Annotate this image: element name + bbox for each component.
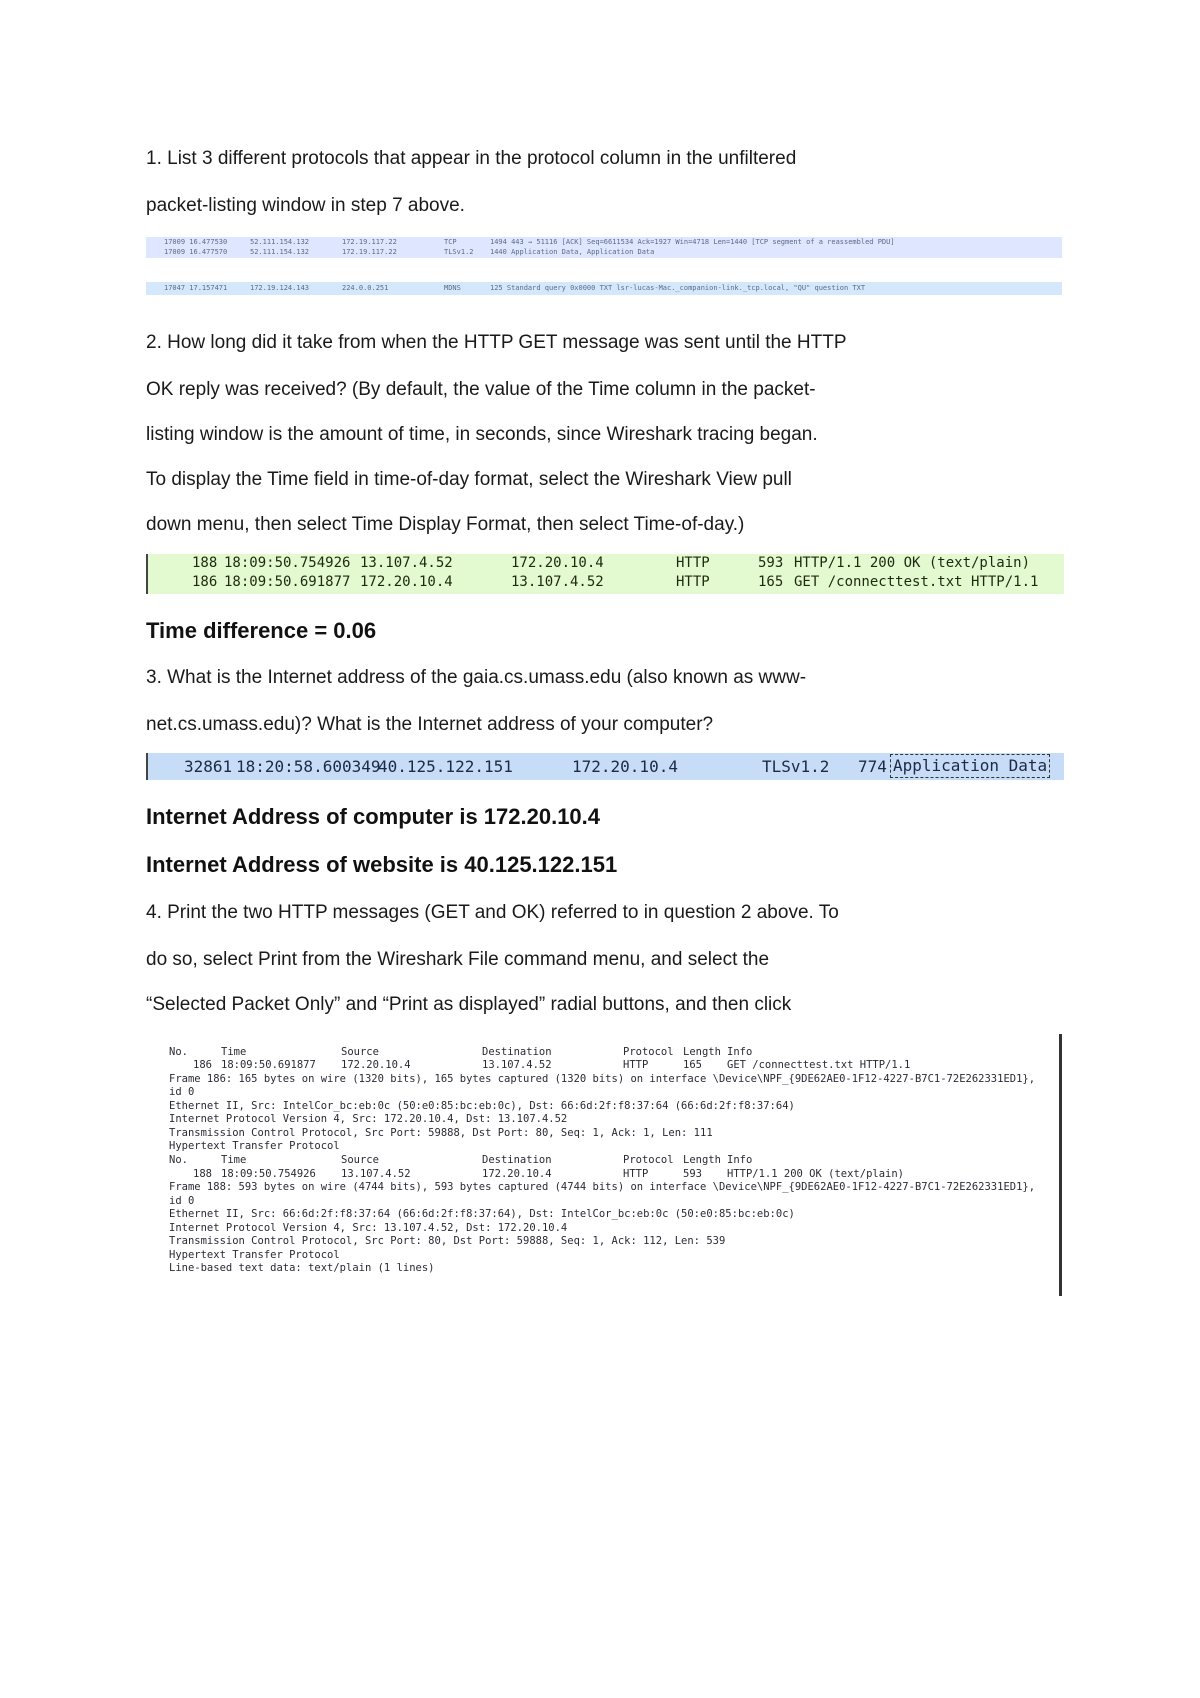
print-detail-line: id 0 (169, 1086, 195, 1098)
divider (1059, 1034, 1062, 1296)
http-packets-screenshot (146, 554, 1064, 594)
print-detail-line: Line-based text data: text/plain (1 lines) (169, 1262, 435, 1274)
print-detail-line: Hypertext Transfer Protocol (169, 1140, 340, 1152)
website-address-answer: Internet Address of website is 40.125.122.151 (146, 852, 618, 877)
question-3-line-2: net.cs.umass.edu)? What is the Internet address of your computer? (146, 714, 714, 735)
print-detail-line: Transmission Control Protocol, Src Port: 80, Dst Port: 59888, Seq: 1, Ack: 112, Len: 539 (169, 1235, 726, 1247)
packet-row: 17009 16.477530 52.111.154.132 172.19.117.22 TCP 1494 443 → 51116 [ACK] Seq=6611534 Ack=1927 Win=4718 Len=1440 [TCP segment of a reassembled PDU] (164, 238, 895, 246)
question-3-line-1: 3. What is the Internet address of the gaia.cs.umass.edu (also known as www- (146, 667, 807, 688)
question-4-line-1: 4. Print the two HTTP messages (GET and OK) referred to in question 2 above. To (146, 902, 839, 923)
packet-row: 188 18:09:50.754926 13.107.4.52 172.20.10.4 HTTP 593 HTTP/1.1 200 OK (text/plain) (192, 555, 1031, 571)
print-detail-line: Internet Protocol Version 4, Src: 13.107.4.52, Dst: 172.20.10.4 (169, 1222, 568, 1234)
packet-row: 17009 16.477570 52.111.154.132 172.19.117.22 TLSv1.2 1440 Application Data, Application Data (164, 248, 655, 256)
question-2-line-2: OK reply was received? (By default, the value of the Time column in the packet- (146, 379, 816, 400)
question-2-line-1: 2. How long did it take from when the HTTP GET message was sent until the HTTP (146, 332, 847, 353)
question-4-line-2: do so, select Print from the Wireshark File command menu, and select the (146, 949, 770, 970)
packet-row: 186 18:09:50.691877 172.20.10.4 13.107.4.52 HTTP 165 GET /connecttest.txt HTTP/1.1 (192, 574, 1039, 590)
print-detail-line: Ethernet II, Src: IntelCor_bc:eb:0c (50:e0:85:bc:eb:0c), Dst: 66:6d:2f:f8:37:64 (66:6d:2f:f8:37:64) (169, 1100, 795, 1112)
question-2-line-4: To display the Time field in time-of-day format, select the Wireshark View pull (146, 469, 792, 490)
question-1-line-2: packet-listing window in step 7 above. (146, 195, 465, 216)
question-2-line-5: down menu, then select Time Display Format, then select Time-of-day.) (146, 514, 745, 535)
question-2-line-3: listing window is the amount of time, in seconds, since Wireshark tracing began. (146, 424, 818, 445)
print-detail-line: Frame 188: 593 bytes on wire (4744 bits), 593 bytes captured (4744 bits) on interface \Device\NPF_{9DE62AE0-1F12-4227-B7C1-72E262331ED1}, (169, 1181, 1036, 1193)
time-difference-answer: Time difference = 0.06 (146, 618, 377, 643)
print-detail-line: Frame 186: 165 bytes on wire (1320 bits), 165 bytes captured (1320 bits) on interface \Device\NPF_{9DE62AE0-1F12-4227-B7C1-72E262331ED1}, (169, 1073, 1036, 1085)
print-detail-line: Transmission Control Protocol, Src Port: 59888, Dst Port: 80, Seq: 1, Ack: 1, Len: 111 (169, 1127, 713, 1139)
print-detail-line: Internet Protocol Version 4, Src: 172.20.10.4, Dst: 13.107.4.52 (169, 1113, 568, 1125)
question-4-line-3: “Selected Packet Only” and “Print as displayed” radial buttons, and then click (146, 994, 792, 1015)
printed-packets-screenshot: No. Time Source Destination Protocol Length Info 186 18:09:50.691877 172.20.10.4 13.107.4.52 HTTP 165 GET /connecttest.txt HTTP/1.1 Frame 186: 165 bytes on wire (1320 bits), 165 bytes captured (1320 bits) on interface \Device\NPF_{9DE62AE0-1F12-4227-B7C1-72E262331ED1}, id 0 Ethernet II, Src: IntelCor_bc:eb:0c (50:e0:85:bc:eb:0c), Dst: 66:6d:2f:f8:37:64 (66:6d:2f:f8:37:64) Internet Protocol Version 4, Src: 172.20.10.4, Dst: 13.107.4.52 Transmission Control Protocol, Src Port: 59888, Dst Port: 80, Seq: 1, Ack: 1, Len: 111 Hypertext Transfer Protocol No. Time Source Destination Protocol Length Info 188 18:09:50.754926 13.107.4.52 172.20.10.4 HTTP 593 HTTP/1.1 200 OK (text/plain) Frame 188: 593 bytes on wire (4744 bits), 593 bytes captured (4744 bits) on interface \Device\NPF_{9DE62AE0-1F12-4227-B7C1-72E262331ED1}, id 0 Ethernet II, Src: 66:6d:2f:f8:37:64 (66:6d:2f:f8:37:64), Dst: IntelCor_bc:eb:0c (50:e0:85:bc:eb:0c) Internet Protocol Version 4, Src: 13.107.4.52, Dst: 172.20.10.4 Transmission Control Protocol, Src Port: 80, Dst Port: 59888, Seq: 1, Ack: 112, Len: 539 Hypertext Transfer Protocol Line-based text data: text/plain (1 lines) (146, 1034, 1062, 1296)
print-detail-line: Ethernet II, Src: 66:6d:2f:f8:37:64 (66:6d:2f:f8:37:64), Dst: IntelCor_bc:eb:0c (50:e0:85:bc:eb:0c) (169, 1208, 795, 1220)
computer-address-answer: Internet Address of computer is 172.20.10.4 (146, 804, 601, 829)
question-1-line-1: 1. List 3 different protocols that appear in the protocol column in the unfiltered (146, 148, 797, 169)
print-detail-line: Hypertext Transfer Protocol (169, 1249, 340, 1261)
protocol-screenshot-rows (146, 237, 1062, 258)
packet-row: 17047 17.157471 172.19.124.143 224.0.0.251 MDNS 125 Standard query 0x0000 TXT lsr-lucas-Mac._companion-link._tcp.local, "QU" question TXT (146, 282, 1062, 295)
info-cell-selected: Application Data (890, 754, 1050, 778)
print-detail-line: id 0 (169, 1195, 195, 1207)
packet-row: 32861 18:20:58.600349 40.125.122.151 172.20.10.4 TLSv1.2 774 Application Data (146, 753, 1064, 780)
